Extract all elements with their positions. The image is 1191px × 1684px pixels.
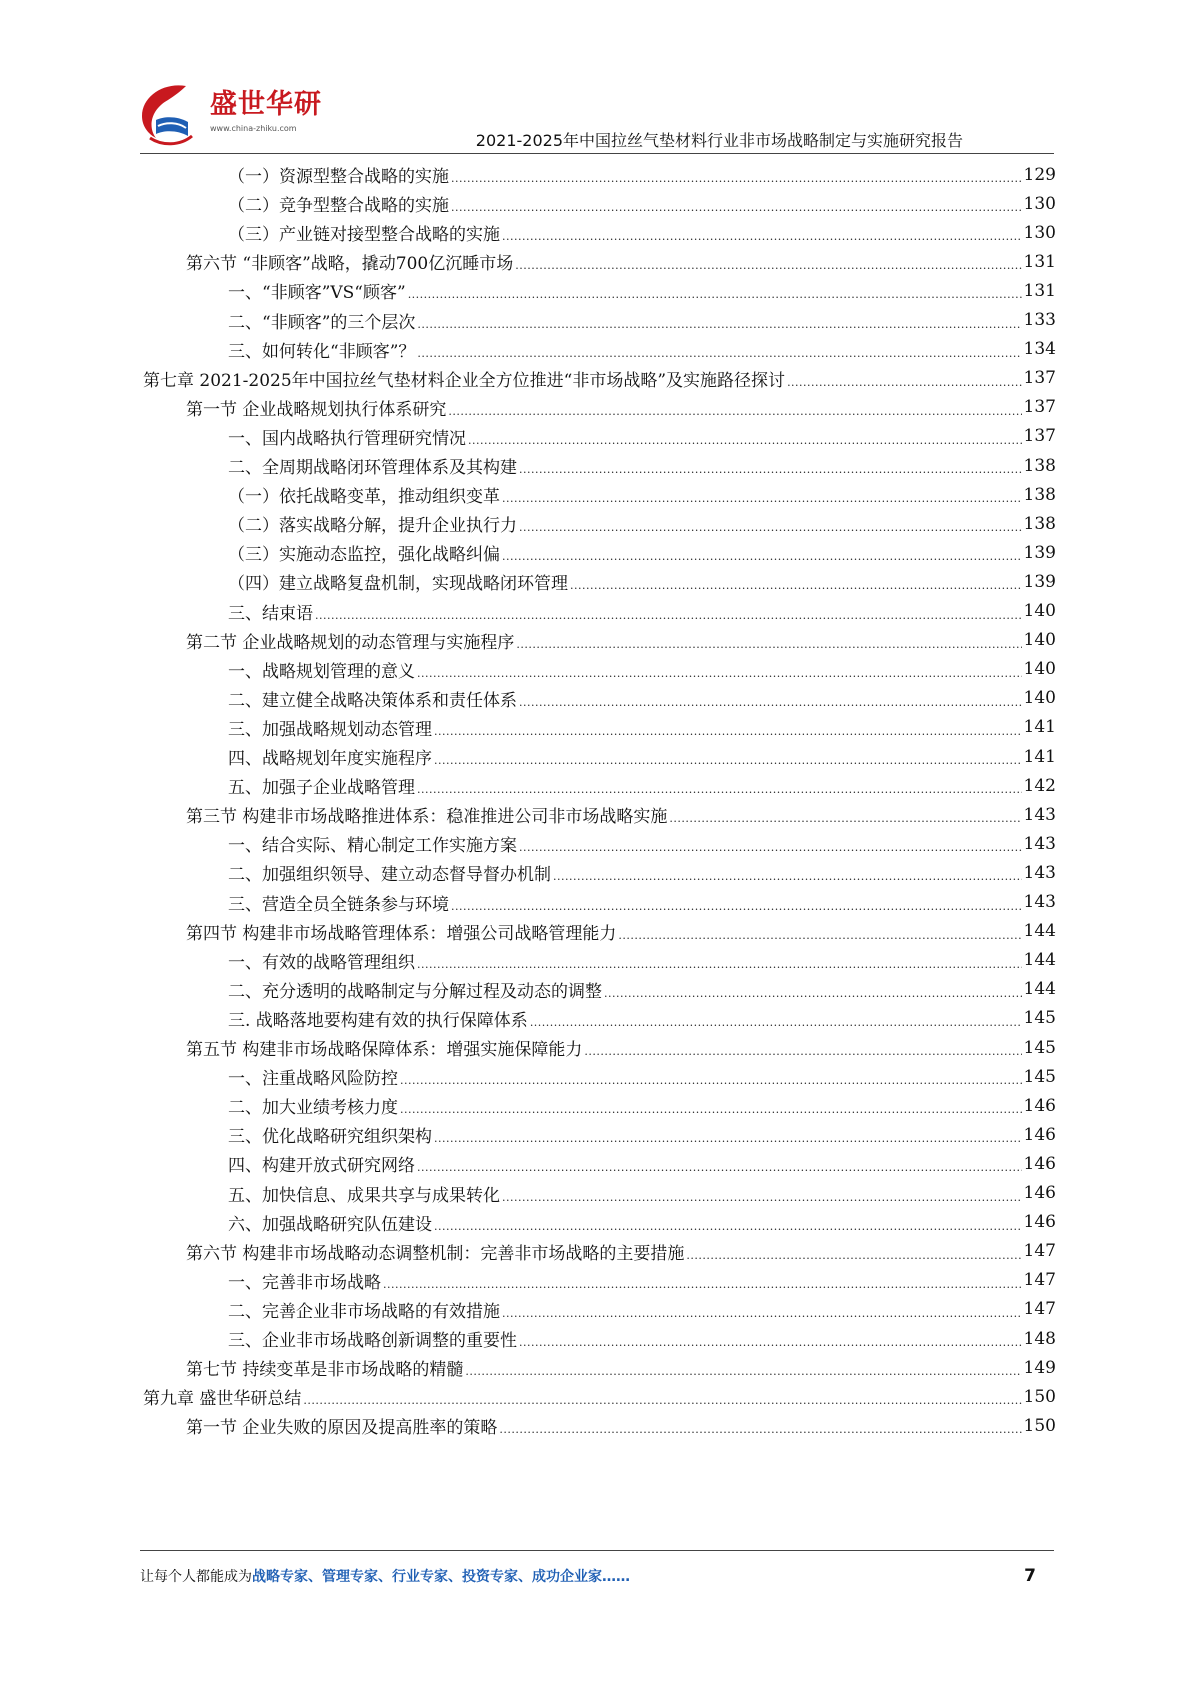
toc-leader-dots xyxy=(787,368,1021,389)
toc-entry[interactable] xyxy=(143,363,1056,394)
toc-entry-page: 150 xyxy=(1023,1415,1056,1436)
toc-entry-title: 二、完善企业非市场战略的有效措施 xyxy=(228,1301,500,1322)
toc-entry-title: 第三节 构建非市场战略推进体系：稳准推进公司非市场战略实施 xyxy=(186,807,668,828)
toc-entry-title: 二、全周期战略闭环管理体系及其构建 xyxy=(228,458,517,478)
toc-leader-dots xyxy=(417,310,1021,331)
toc-entry[interactable] xyxy=(228,596,1056,627)
toc-entry-title: （二）竞争型整合战略的实施 xyxy=(228,196,449,217)
toc-entry-title: 三、结束语 xyxy=(228,603,313,624)
toc-entry[interactable] xyxy=(228,1294,1056,1325)
toc-entry[interactable] xyxy=(186,799,1056,830)
report-title: 2021-2025年中国拉丝气垫材料行业非市场战略制定与实施研究报告 xyxy=(475,131,963,150)
toc-entry-title: 一、完善非市场战略 xyxy=(228,1272,381,1293)
toc-entry[interactable] xyxy=(228,421,1056,452)
toc-leader-dots xyxy=(465,1357,1021,1378)
toc-leader-dots xyxy=(451,193,1022,214)
header-divider xyxy=(140,153,1054,154)
toc-entry-page: 150 xyxy=(1023,1386,1056,1407)
toc-entry[interactable] xyxy=(228,741,1056,772)
toc-entry[interactable] xyxy=(186,1352,1056,1383)
footer-slogan-highlight: 战略专家、管理专家、行业专家、投资专家、成功企业家…… xyxy=(252,1569,630,1585)
toc-entry-page: 139 xyxy=(1023,571,1056,592)
toc-leader-dots xyxy=(570,571,1022,592)
toc-leader-dots xyxy=(451,164,1022,185)
logo-text: 盛世华研 xyxy=(210,89,322,120)
toc-entry[interactable] xyxy=(228,305,1056,336)
toc-entry[interactable] xyxy=(228,1178,1056,1209)
toc-leader-dots xyxy=(669,804,1021,825)
toc-entry-page: 134 xyxy=(1023,339,1056,360)
toc-entry[interactable] xyxy=(228,1148,1056,1179)
toc-entry[interactable] xyxy=(186,1410,1056,1441)
toc-leader-dots xyxy=(417,775,1022,796)
toc-leader-dots xyxy=(502,1299,1022,1320)
toc-leader-dots xyxy=(502,1183,1022,1204)
toc-entry-title: 三、如何转化“非顾客”？ xyxy=(228,341,416,362)
toc-leader-dots xyxy=(519,513,1022,534)
toc-leader-dots xyxy=(502,542,1022,563)
toc-entry-title: 一、结合实际、精心制定工作实施方案 xyxy=(228,836,517,857)
toc-entry[interactable] xyxy=(186,916,1056,947)
toc-entry[interactable] xyxy=(228,188,1056,219)
toc-entry-page: 146 xyxy=(1023,1212,1056,1233)
toc-entry-title: 五、加快信息、成果共享与成果转化 xyxy=(228,1185,500,1206)
toc-entry-page: 141 xyxy=(1023,746,1056,767)
toc-entry[interactable] xyxy=(228,683,1056,714)
toc-entry-page: 142 xyxy=(1023,775,1056,796)
toc-entry-title: （一）依托战略变革，推动组织变革 xyxy=(228,487,500,508)
toc-entry-title: 第四节 构建非市场战略管理体系：增强公司战略管理能力 xyxy=(186,923,617,944)
toc-entry-page: 147 xyxy=(1023,1270,1056,1291)
toc-leader-dots xyxy=(519,688,1022,709)
toc-entry[interactable] xyxy=(228,1265,1056,1296)
toc-leader-dots xyxy=(604,979,1022,1000)
toc-entry-title: 第六节 “非顾客”战略，撬动700亿沉睡市场 xyxy=(186,254,514,275)
logo-url: www.china-zhiku.com xyxy=(210,124,297,133)
toc-leader-dots xyxy=(417,1153,1022,1174)
toc-entry-page: 139 xyxy=(1023,542,1056,563)
toc-leader-dots xyxy=(417,339,1021,360)
toc-entry[interactable] xyxy=(228,275,1056,306)
toc-leader-dots xyxy=(499,1415,1021,1436)
toc-entry[interactable] xyxy=(228,537,1056,568)
toc-leader-dots xyxy=(451,892,1022,913)
toc-leader-dots xyxy=(417,950,1022,971)
toc-entry-page: 137 xyxy=(1023,368,1056,389)
toc-entry-page: 129 xyxy=(1023,164,1056,185)
toc-entry-page: 145 xyxy=(1023,1008,1056,1029)
toc-entry-page: 146 xyxy=(1023,1153,1056,1174)
toc-entry-page: 137 xyxy=(1023,397,1056,418)
toc-leader-dots xyxy=(519,1328,1022,1349)
toc-leader-dots xyxy=(434,717,1022,738)
toc-entry-title: （二）落实战略分解，提升企业执行力 xyxy=(228,516,517,537)
toc-entry-page: 141 xyxy=(1023,717,1056,738)
toc-leader-dots xyxy=(468,426,1022,447)
toc-entry[interactable] xyxy=(228,974,1056,1005)
company-logo xyxy=(140,80,320,150)
toc-entry-page: 146 xyxy=(1023,1124,1056,1145)
logo-swoosh-icon xyxy=(134,80,204,148)
toc-entry-title: 第一节 企业失败的原因及提高胜率的策略 xyxy=(186,1418,498,1439)
toc-entry-title: 一、国内战略执行管理研究情况 xyxy=(228,428,466,449)
toc-leader-dots xyxy=(553,862,1022,883)
toc-entry-page: 140 xyxy=(1023,659,1056,680)
toc-leader-dots xyxy=(584,1037,1021,1058)
toc-entry-page: 130 xyxy=(1023,193,1056,214)
toc-leader-dots xyxy=(516,630,1021,651)
toc-entry-title: 一、“非顾客”VS“顾客” xyxy=(228,283,406,304)
toc-entry-page: 131 xyxy=(1023,280,1056,301)
toc-leader-dots xyxy=(434,746,1022,767)
toc-entry[interactable] xyxy=(186,392,1056,423)
toc-entry-page: 131 xyxy=(1023,251,1056,272)
toc-entry[interactable] xyxy=(228,334,1056,365)
toc-entry-title: （三）产业链对接型整合战略的实施 xyxy=(228,225,500,246)
toc-entry-page: 149 xyxy=(1023,1357,1056,1378)
toc-entry[interactable] xyxy=(228,217,1056,248)
footer-slogan-prefix: 让每个人都能成为 xyxy=(140,1569,252,1585)
toc-entry[interactable] xyxy=(143,1381,1056,1412)
page-footer xyxy=(140,1566,1054,1592)
toc-entry-title: 三、企业非市场战略创新调整的重要性 xyxy=(228,1331,517,1351)
footer-divider xyxy=(140,1550,1054,1551)
toc-entry[interactable] xyxy=(228,479,1056,510)
toc-entry-title: 二、建立健全战略决策体系和责任体系 xyxy=(228,690,517,711)
toc-entry-title: 第九章 盛世华研总结 xyxy=(143,1389,302,1410)
toc-entry-page: 147 xyxy=(1023,1299,1056,1320)
toc-leader-dots xyxy=(686,1241,1021,1262)
toc-entry-title: 一、战略规划管理的意义 xyxy=(228,661,415,682)
toc-entry-page: 143 xyxy=(1023,892,1056,912)
toc-entry-title: （四）建立战略复盘机制，实现战略闭环管理 xyxy=(228,574,568,595)
toc-entry[interactable] xyxy=(228,1090,1056,1121)
toc-entry[interactable] xyxy=(228,770,1056,801)
toc-entry-page: 146 xyxy=(1023,1183,1056,1203)
toc-leader-dots xyxy=(434,1212,1022,1233)
toc-leader-dots xyxy=(618,921,1021,942)
toc-entry[interactable] xyxy=(228,450,1056,481)
toc-leader-dots xyxy=(434,1124,1022,1145)
toc-entry[interactable] xyxy=(186,1236,1056,1267)
toc-entry-page: 137 xyxy=(1023,426,1056,447)
toc-entry[interactable] xyxy=(228,566,1056,597)
toc-entry-title: 第七节 持续变革是非市场战略的精髓 xyxy=(186,1360,464,1381)
toc-entry-title: 一、注重战略风险防控 xyxy=(228,1069,398,1090)
toc-entry-page: 145 xyxy=(1023,1037,1056,1058)
toc-leader-dots xyxy=(383,1270,1022,1291)
toc-entry-page: 143 xyxy=(1023,804,1056,825)
toc-entry[interactable] xyxy=(228,159,1056,190)
toc-entry-page: 143 xyxy=(1023,833,1056,854)
toc-entry-page: 138 xyxy=(1023,484,1056,505)
page-number: 7 xyxy=(1024,1566,1036,1586)
toc-entry-page: 143 xyxy=(1023,862,1056,883)
toc-entry-title: 二、“非顾客”的三个层次 xyxy=(228,312,416,333)
toc-entry-page: 144 xyxy=(1023,950,1056,971)
toc-leader-dots xyxy=(502,484,1022,505)
toc-leader-dots xyxy=(502,222,1022,243)
toc-entry-page: 138 xyxy=(1023,455,1056,476)
toc-entry-page: 147 xyxy=(1023,1241,1056,1262)
toc-leader-dots xyxy=(315,601,1022,622)
toc-entry-page: 146 xyxy=(1023,1095,1056,1116)
toc-leader-dots xyxy=(417,659,1022,680)
toc-leader-dots xyxy=(303,1386,1021,1407)
toc-entry[interactable] xyxy=(228,712,1056,743)
toc-leader-dots xyxy=(400,1066,1022,1087)
toc-entry-page: 140 xyxy=(1023,630,1056,651)
toc-entry[interactable] xyxy=(186,246,1056,277)
toc-entry-page: 148 xyxy=(1023,1328,1056,1349)
toc-entry-title: 二、充分透明的战略制定与分解过程及动态的调整 xyxy=(228,981,602,1002)
toc-entry-title: 第一节 企业战略规划执行体系研究 xyxy=(186,399,447,420)
toc-entry-title: 五、加强子企业战略管理 xyxy=(228,778,415,799)
toc-entry[interactable] xyxy=(228,887,1056,918)
toc-entry-title: （三）实施动态监控，强化战略纠偏 xyxy=(228,545,500,566)
toc-leader-dots xyxy=(400,1095,1022,1116)
toc-entry-page: 144 xyxy=(1023,921,1056,942)
toc-entry-page: 140 xyxy=(1023,601,1056,621)
toc-leader-dots xyxy=(519,833,1022,854)
toc-entry-title: 三、营造全员全链条参与环境 xyxy=(228,894,449,915)
toc-entry-title: 四、构建开放式研究网络 xyxy=(228,1156,415,1177)
toc-entry-title: 二、加强组织领导、建立动态督导督办机制 xyxy=(228,865,551,886)
toc-entry-title: 第二节 企业战略规划的动态管理与实施程序 xyxy=(186,632,515,653)
toc-leader-dots xyxy=(448,397,1021,418)
toc-entry-title: 三. 战略落地要构建有效的执行保障体系 xyxy=(228,1010,528,1031)
toc-entry[interactable] xyxy=(228,828,1056,859)
toc-entry-title: 三、优化战略研究组织架构 xyxy=(228,1127,432,1148)
toc-entry[interactable] xyxy=(228,1003,1056,1034)
toc-entry-page: 145 xyxy=(1023,1066,1056,1087)
toc-entry[interactable] xyxy=(228,945,1056,976)
toc-entry[interactable] xyxy=(228,654,1056,685)
toc-entry-page: 138 xyxy=(1023,513,1056,534)
toc-entry[interactable] xyxy=(228,508,1056,539)
toc-entry-title: 一、有效的战略管理组织 xyxy=(228,952,415,973)
toc-entry-title: 二、加大业绩考核力度 xyxy=(228,1098,398,1119)
toc-entry[interactable] xyxy=(228,1323,1056,1354)
toc-leader-dots xyxy=(515,251,1021,272)
toc-entry-title: 三、加强战略规划动态管理 xyxy=(228,719,432,740)
toc-entry-title: 第六节 构建非市场战略动态调整机制：完善非市场战略的主要措施 xyxy=(186,1243,685,1264)
toc-leader-dots xyxy=(530,1008,1022,1029)
toc-entry-page: 144 xyxy=(1023,979,1056,1000)
toc-entry-title: 第五节 构建非市场战略保障体系：增强实施保障能力 xyxy=(186,1040,583,1060)
toc-entry[interactable] xyxy=(186,1032,1056,1063)
page-header xyxy=(0,0,1191,160)
toc-leader-dots xyxy=(519,455,1022,476)
toc-leader-dots xyxy=(408,280,1022,301)
toc-entry[interactable] xyxy=(228,857,1056,888)
toc-entry-page: 140 xyxy=(1023,688,1056,709)
toc-entry[interactable] xyxy=(228,1119,1056,1150)
toc-entry-title: 六、加强战略研究队伍建设 xyxy=(228,1214,432,1235)
toc-entry-title: 第七章 2021-2025年中国拉丝气垫材料企业全方位推进“非市场战略”及实施路径探讨 xyxy=(143,370,786,391)
toc-entry[interactable] xyxy=(228,1061,1056,1092)
toc-entry[interactable] xyxy=(228,1207,1056,1238)
toc-entry-title: 四、战略规划年度实施程序 xyxy=(228,749,432,769)
toc-entry-page: 133 xyxy=(1023,310,1056,330)
toc-entry[interactable] xyxy=(186,625,1056,656)
toc-entry-page: 130 xyxy=(1023,222,1056,243)
toc-entry-title: （一）资源型整合战略的实施 xyxy=(228,167,449,187)
